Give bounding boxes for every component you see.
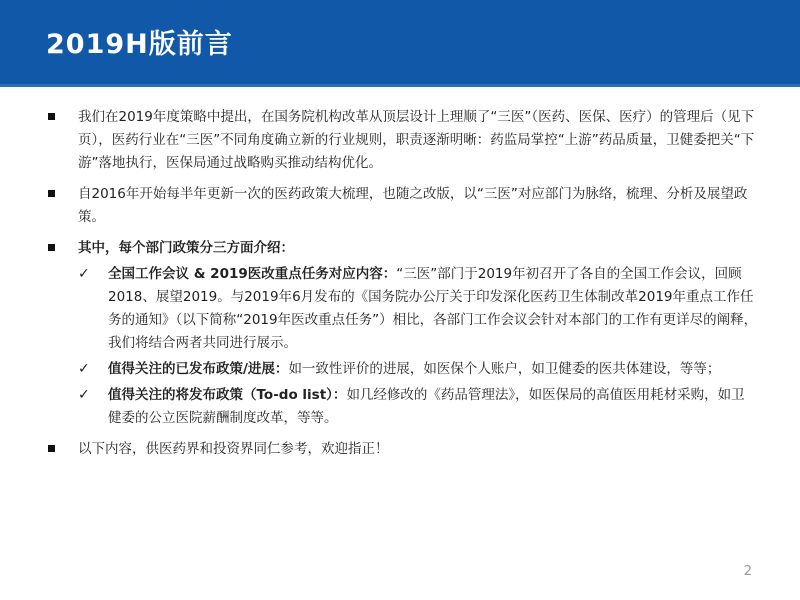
sub-item-body: 如几经修改的《药品管理法》，如医保局的高值医用耗材采购，如卫健委的公立医院薪酬制度改革，等等。	[108, 387, 745, 426]
square-bullet-icon	[48, 244, 55, 251]
sub-item-heading: 值得关注的将发布政策（To-do list）：	[108, 387, 347, 403]
square-bullet-icon	[48, 190, 55, 197]
check-icon: ✓	[78, 361, 90, 377]
list-item	[0, 183, 800, 229]
sub-list-item-text	[108, 358, 758, 381]
sub-item-heading: 全国工作会议 & 2019医改重点任务对应内容：	[108, 266, 397, 282]
list-item-text: 我们在2019年度策略中提出，在国务院机构改革从顶层设计上理顺了“三医”（医药、医保、医疗）的管理后（见下页），医药行业在“三医”不同角度确立新的行业规则，职责逐渐明晰：药监局掌控“上游”药品质量，卫健委把关“下游”落地执行，医保局通过战略购买推动结构优化。	[78, 109, 755, 171]
slide-header	[0, 0, 800, 84]
list-item	[0, 438, 800, 461]
page-number: 2	[743, 564, 752, 579]
sub-list-item-text	[108, 384, 758, 430]
sub-item-body: 如一致性评价的进展，如医保个人账户，如卫健委的医共体建设，等等；	[288, 361, 721, 377]
slide-content	[0, 106, 800, 469]
sub-list-item	[0, 358, 800, 381]
list-item-text: 其中，每个部门政策分三方面介绍：	[78, 240, 294, 256]
check-icon: ✓	[78, 387, 90, 403]
sub-item-body: “三医”部门于2019年初召开了各自的全国工作会议，回顾2018、展望2019。与2019年6月发布的《国务院办公厅关于印发深化医药卫生体制改革2019年重点工作任务的通知》（以下简称“2019年医改重点任务”）相比，各部门工作会议会针对本部门的工作有更详尽的阐释，我们将结合两者共同进行展示。	[108, 266, 758, 351]
check-icon: ✓	[78, 266, 90, 282]
square-bullet-icon	[48, 445, 55, 452]
list-item-text: 以下内容，供医药界和投资界同仁参考，欢迎指正！	[78, 441, 389, 457]
sub-list-item	[0, 263, 800, 355]
sub-list-item	[0, 384, 800, 430]
slide-title: 2019H版前言	[46, 29, 233, 60]
sub-list-item-text	[108, 263, 758, 355]
square-bullet-icon	[48, 113, 55, 120]
header-divider	[0, 84, 800, 87]
sub-item-heading: 值得关注的已发布政策/进展：	[108, 361, 289, 377]
list-item	[0, 237, 800, 430]
list-item-text: 自2016年开始每半年更新一次的医药政策大梳理，也随之改版，以“三医”对应部门为脉络，梳理、分析及展望政策。	[78, 186, 748, 225]
list-item	[0, 106, 800, 175]
